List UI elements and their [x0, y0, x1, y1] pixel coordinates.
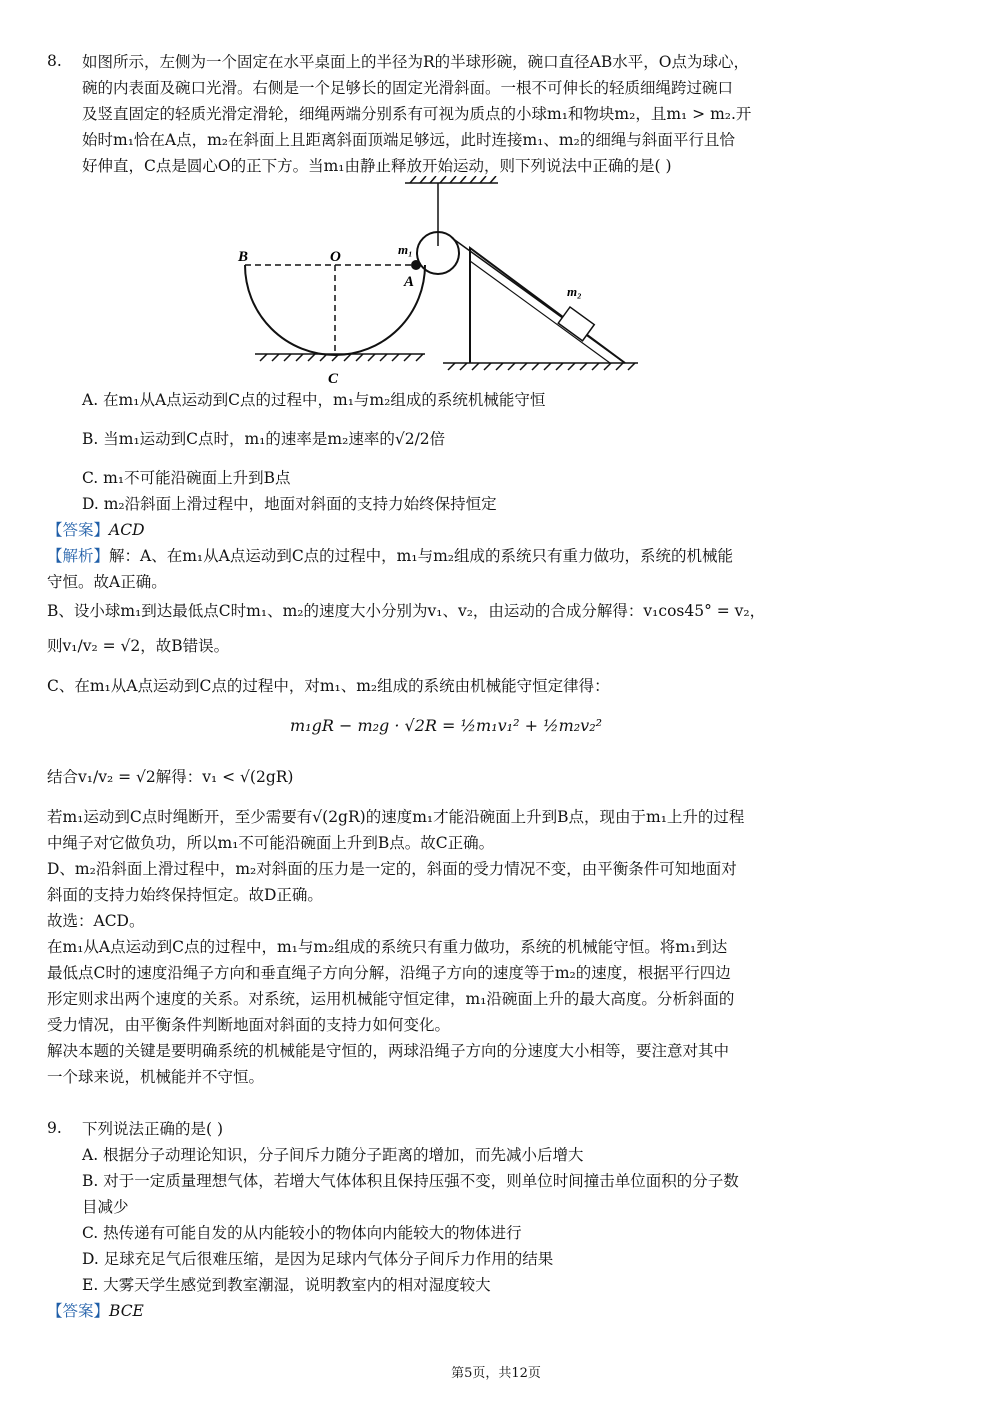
q8-answer: ACD	[109, 521, 145, 539]
q8-stem-line-2: 碗的内表面及碗口光滑。右侧是一个足够长的固定光滑斜面。一根不可伸长的轻质细绳跨过碗口	[82, 79, 734, 97]
q9-answer-row	[47, 1301, 144, 1321]
q8-analysis-line-4: 则v₁/v₂ = √2，故B错误。	[47, 637, 230, 655]
label-A: A	[404, 274, 415, 290]
q8-analysis-line-9: 中绳子对它做负功，所以m₁不可能沿碗面上升到B点。故C正确。	[47, 834, 495, 852]
q9-answer-tag: 【答案】	[47, 1302, 110, 1320]
label-m1: m₁	[398, 242, 413, 257]
q9-stem: 下列说法正确的是( )	[82, 1120, 224, 1138]
q8-stem-line-3: 及竖直固定的轻质光滑定滑轮，细绳两端分别系有可视为质点的小球m₁和物块m₂，且m₁ > m₂.开	[82, 105, 752, 123]
q8-analysis-line-13: 在m₁从A点运动到C点的过程中，m₁与m₂组成的系统只有重力做功，系统的机械能守恒。将m₁到达	[47, 938, 728, 956]
q8-energy-formula: m₁gR − m₂g · √2R = ½m₁v₁² + ½m₂v₂²	[290, 716, 603, 735]
q8-analysis-line-1	[47, 546, 733, 566]
q8-analysis-line-7: 结合v₁/v₂ = √2解得：v₁ < √(2gR)	[47, 768, 294, 786]
page-footer: 第5页，共12页	[451, 1366, 541, 1381]
q8-analysis-line-17: 解决本题的关键是要明确系统的机械能是守恒的，两球沿绳子方向的分速度大小相等，要注意对其中	[47, 1042, 730, 1060]
q8-analysis-line-18: 一个球来说，机械能并不守恒。	[47, 1068, 265, 1086]
label-m2: m₂	[567, 284, 582, 299]
q8-analysis-text-1: 解：A、在m₁从A点运动到C点的过程中，m₁与m₂组成的系统只有重力做功，系统的机械能	[109, 547, 733, 565]
q8-analysis-line-14: 最低点C时的速度沿绳子方向和垂直绳子方向分解，沿绳子方向的速度等于m₂的速度，根据平行四边	[47, 964, 731, 982]
q8-answer-tag: 【答案】	[47, 521, 110, 539]
q8-option-d: D. m₂沿斜面上滑过程中，地面对斜面的支持力始终保持恒定	[82, 495, 497, 513]
q8-analysis-line-15: 形定则求出两个速度的关系。对系统，运用机械能守恒定律，m₁沿碗面上升的最大高度。分析斜面的	[47, 990, 735, 1008]
q9-option-b: B. 对于一定质量理想气体，若增大气体体积且保持压强不变，则单位时间撞击单位面积的分子数	[82, 1172, 739, 1190]
ceiling-hatch	[405, 176, 498, 183]
q9-option-c: C. 热传递有可能自发的从内能较小的物体向内能较大的物体进行	[82, 1224, 522, 1242]
q8-option-a: A. 在m₁从A点运动到C点的过程中，m₁与m₂组成的系统机械能守恒	[82, 391, 546, 409]
label-C: C	[328, 371, 339, 386]
q8-analysis-line-16: 受力情况，由平衡条件判断地面对斜面的支持力如何变化。	[47, 1016, 451, 1034]
q8-analysis-line-12: 故选：ACD。	[47, 912, 145, 930]
q8-stem-line-1: 如图所示，左侧为一个固定在水平桌面上的半径为R的半球形碗，碗口直径AB水平，O点为球心，	[82, 53, 749, 71]
q8-option-b: B. 当m₁运动到C点时，m₁的速率是m₂速率的√2/2倍	[82, 430, 446, 448]
q8-analysis-line-5: C、在m₁从A点运动到C点的过程中，对m₁、m₂组成的系统由机械能守恒定律得：	[47, 677, 610, 695]
q9-answer: BCE	[109, 1302, 144, 1320]
incline-inner-line	[470, 261, 610, 363]
incline-ground-hatch	[443, 363, 638, 370]
q8-analysis-line-11: 斜面的支持力始终保持恒定。故D正确。	[47, 886, 323, 904]
q9-option-b-cont: 目减少	[82, 1198, 129, 1216]
q8-option-c: C. m₁不可能沿碗面上升到B点	[82, 469, 291, 487]
q8-answer-row	[47, 520, 145, 540]
q9-option-e: E. 大雾天学生感觉到教室潮湿，说明教室内的相对湿度较大	[82, 1276, 491, 1294]
q8-stem-line-5: 好伸直，C点是圆心O的正下方。当m₁由静止释放开始运动，则下列说法中正确的是( )	[82, 157, 672, 175]
q8-analysis-line-3: B、设小球m₁到达最低点C时m₁、m₂的速度大小分别为v₁、v₂，由运动的合成分解得：v₁cos45° = v₂，	[47, 602, 766, 620]
label-B: B	[238, 249, 249, 265]
q8-analysis-line-8: 若m₁运动到C点时绳断开，至少需要有√(2gR)的速度m₁才能沿碗面上升到B点，现由于m₁上升的过程	[47, 808, 745, 826]
bowl-pulley-incline-figure	[230, 176, 650, 386]
q9-option-d: D. 足球充足气后很难压缩，是因为足球内气体分子间斥力作用的结果	[82, 1250, 554, 1268]
ball-m1	[411, 260, 421, 270]
q8-analysis-line-10: D、m₂沿斜面上滑过程中，m₂对斜面的压力是一定的，斜面的受力情况不变，由平衡条件可知地面对	[47, 860, 737, 878]
q8-stem-line-4: 始时m₁恰在A点，m₂在斜面上且距离斜面顶端足够远，此时连接m₁、m₂的细绳与斜面平行且恰	[82, 131, 735, 149]
q8-analysis-tag: 【解析】	[47, 547, 110, 565]
question-9-number: 9.	[47, 1119, 62, 1137]
question-8-number: 8.	[47, 52, 62, 70]
incline-wedge	[470, 248, 625, 363]
q8-analysis-line-2: 守恒。故A正确。	[47, 573, 167, 591]
q9-option-a: A. 根据分子动理论知识，分子间斥力随分子距离的增加，而先减小后增大	[82, 1146, 584, 1164]
label-O: O	[330, 249, 341, 265]
